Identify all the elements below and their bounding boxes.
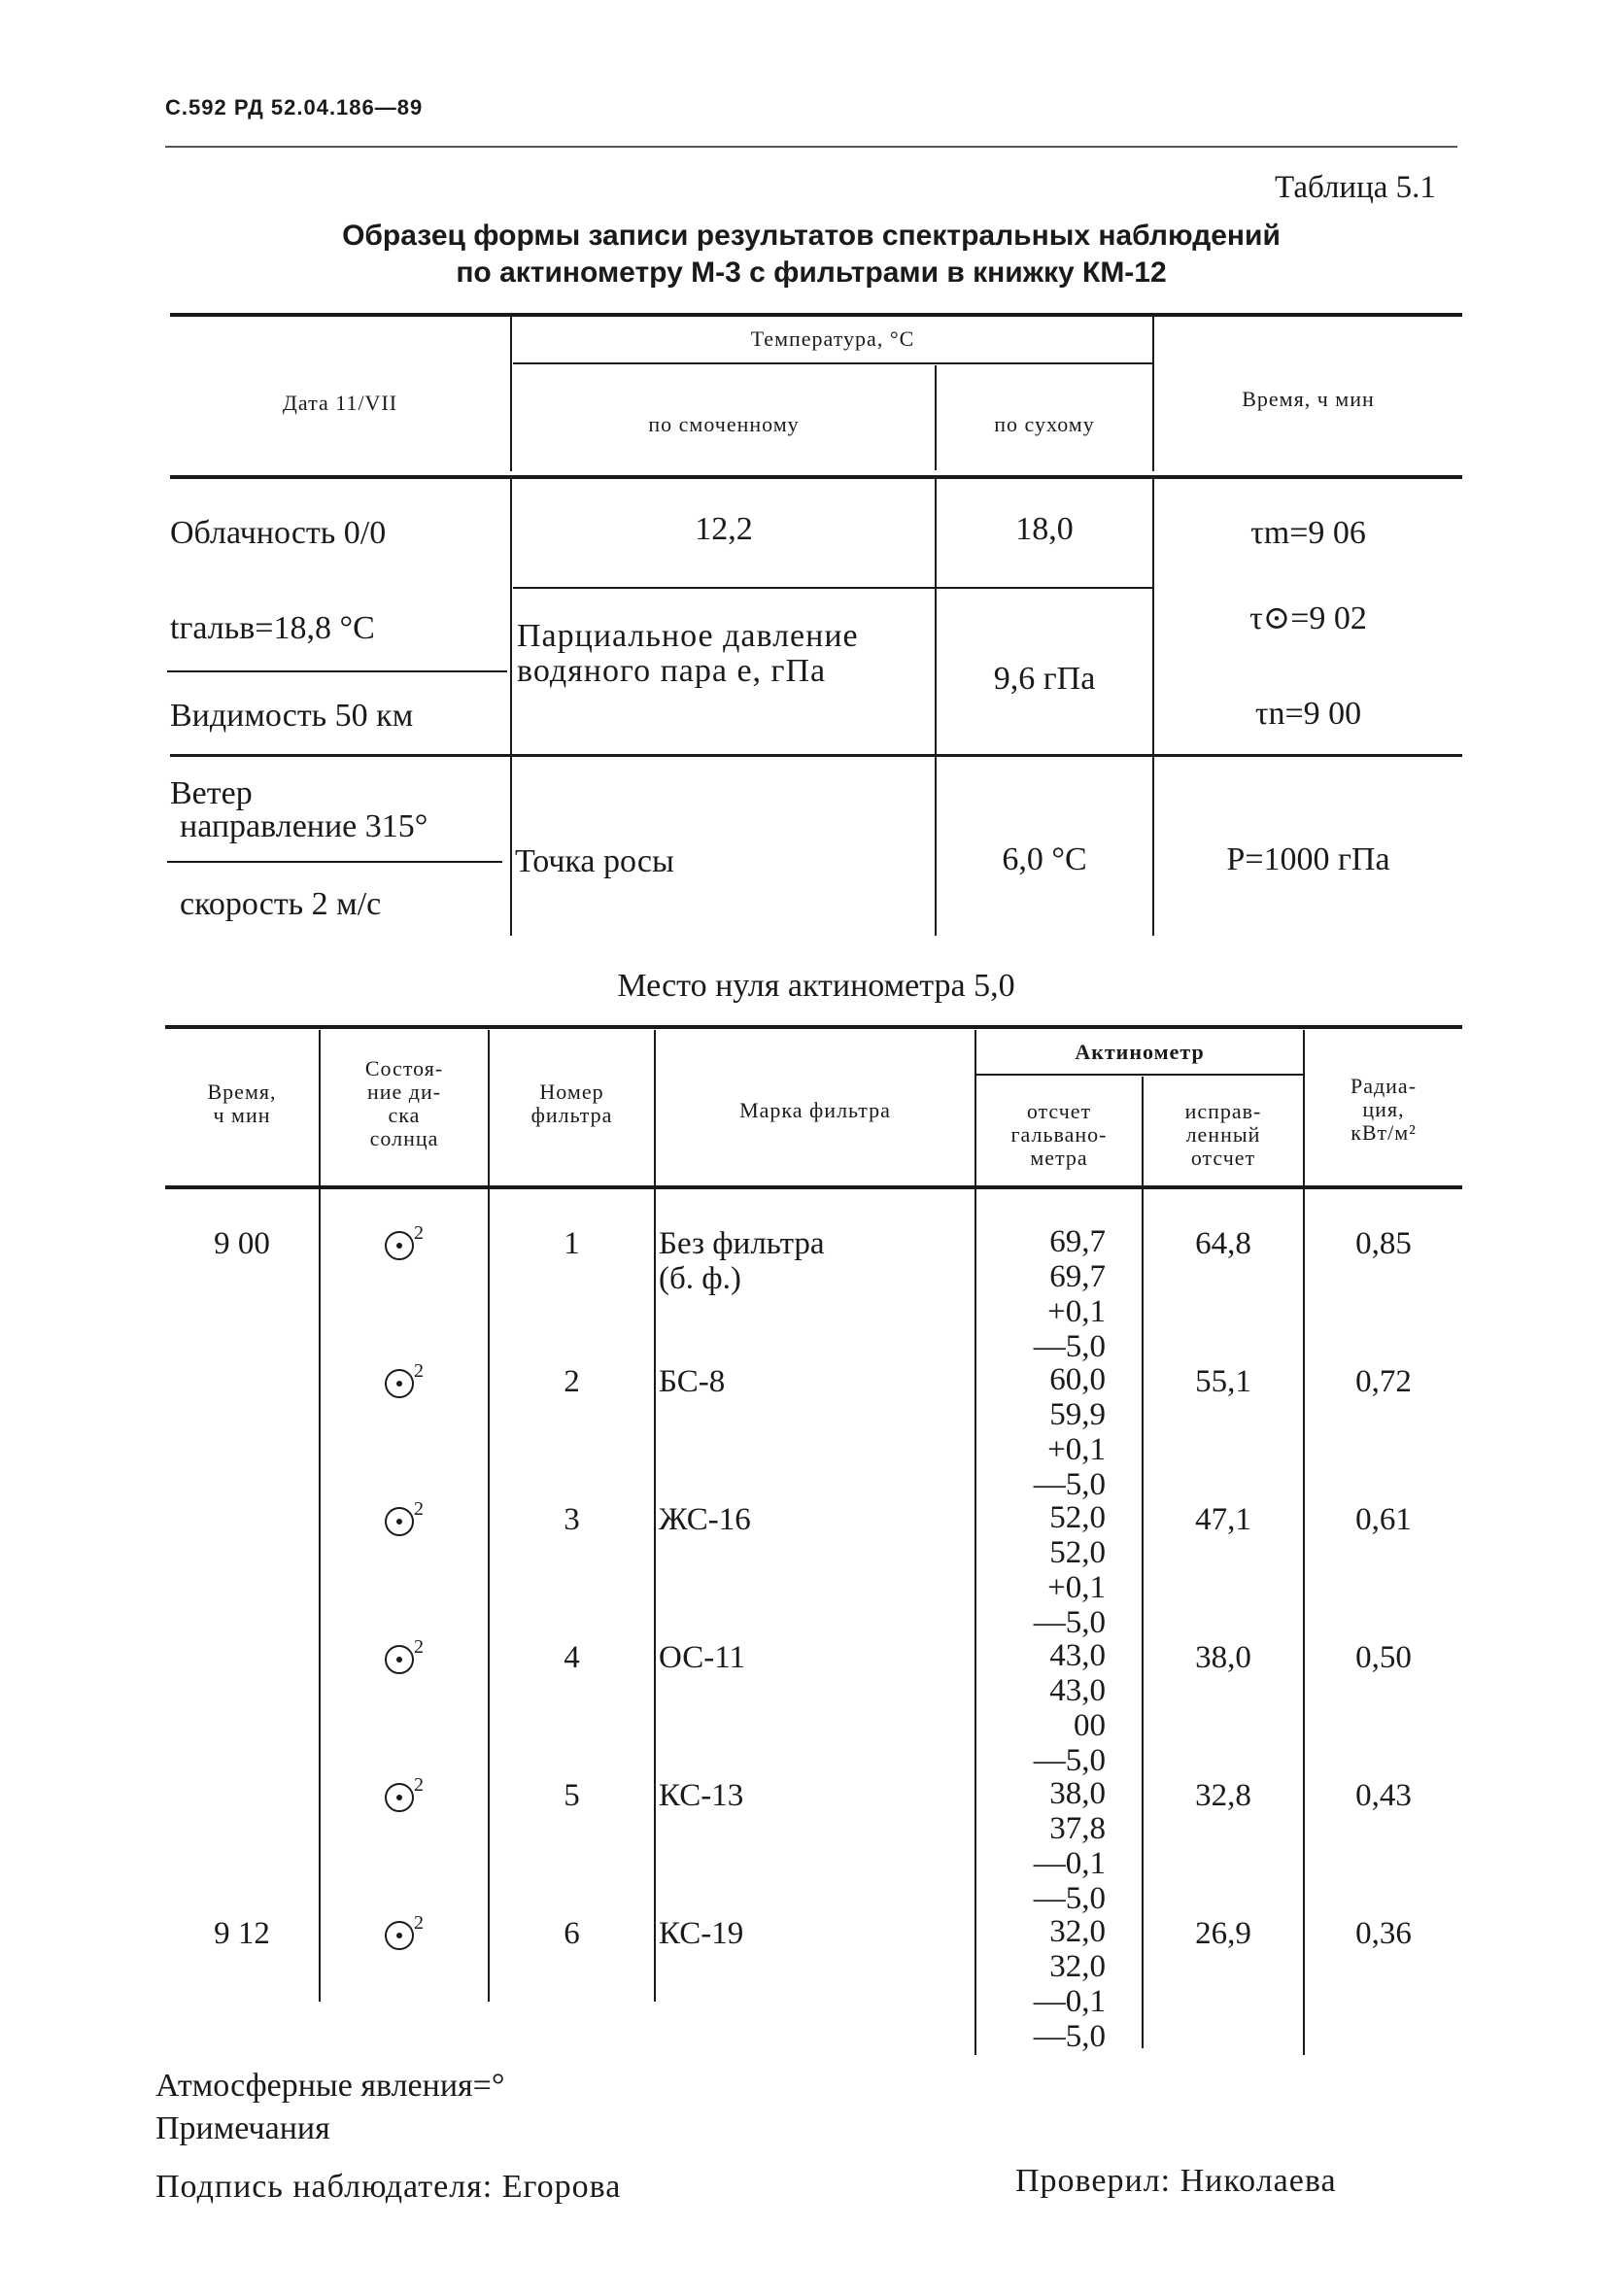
row-time: 9 00 xyxy=(214,1226,270,1261)
corrected-reading: 64,8 xyxy=(1195,1226,1251,1261)
corrected-reading: 26,9 xyxy=(1195,1916,1251,1951)
dew-point-value: 6,0 °С xyxy=(1002,841,1087,877)
galv-value: 60,0 xyxy=(1049,1362,1106,1397)
galv-value: 52,0 xyxy=(1049,1535,1106,1570)
corrected-reading: 55,1 xyxy=(1195,1364,1251,1399)
filter-number: 4 xyxy=(564,1640,580,1675)
zero-place: Место нуля актинометра 5,0 xyxy=(617,968,1015,1004)
galv-value: —5,0 xyxy=(1033,2019,1106,2054)
galvanometer-readings xyxy=(999,1914,1106,2054)
filter-number: 6 xyxy=(564,1916,580,1951)
galv-value: 69,7 xyxy=(1049,1224,1106,1259)
sun-disk-state xyxy=(321,1912,488,1952)
galv-value: +0,1 xyxy=(1047,1570,1106,1605)
radiation-value: 0,36 xyxy=(1355,1916,1412,1951)
disk-index: 2 xyxy=(414,1498,424,1520)
filter-number-header xyxy=(490,1080,654,1127)
galv-value: —5,0 xyxy=(1033,1743,1106,1778)
disk-index: 2 xyxy=(414,1912,424,1934)
header-line: ние ди- xyxy=(366,1079,442,1104)
atmospheric-phenomena: Атмосферные явления=° xyxy=(155,2068,505,2104)
header-line: метра xyxy=(1030,1146,1088,1170)
disk-index: 2 xyxy=(414,1222,424,1244)
tau-n: τn=9 00 xyxy=(1254,696,1362,732)
corrected-reading: 47,1 xyxy=(1195,1502,1251,1537)
filter-mark: БС-8 xyxy=(659,1364,726,1399)
rule xyxy=(167,861,502,863)
galv-value: 32,0 xyxy=(1049,1949,1106,1984)
page-code: С.592 РД 52.04.186—89 xyxy=(165,95,424,120)
rule xyxy=(170,475,1462,479)
sun-disk-state xyxy=(321,1360,488,1400)
pressure: P=1000 гПа xyxy=(1226,841,1390,877)
galvanometer-readings xyxy=(999,1224,1106,1364)
galv-value: 37,8 xyxy=(1049,1811,1106,1846)
row-time: 9 12 xyxy=(214,1916,270,1951)
filter-mark: Без фильтра xyxy=(659,1226,825,1261)
galv-value: —0,1 xyxy=(1033,1984,1106,2019)
header-line: ленный xyxy=(1185,1122,1261,1147)
filter-mark-note: (б. ф.) xyxy=(659,1261,741,1296)
header-rule xyxy=(165,146,1457,148)
wind-direction: направление 315° xyxy=(180,808,428,844)
wind-label: Ветер xyxy=(170,775,253,811)
disk-index: 2 xyxy=(414,1774,424,1796)
radiation-value: 0,72 xyxy=(1355,1364,1412,1399)
time-header: Время, ч мин xyxy=(1242,387,1375,411)
header-line: отсчет xyxy=(1190,1146,1256,1170)
corrected-header xyxy=(1144,1100,1303,1170)
wind-speed: скорость 2 м/с xyxy=(180,886,382,922)
radiation-value: 0,43 xyxy=(1355,1778,1412,1813)
galv-value: 00 xyxy=(1074,1708,1106,1743)
visibility: Видимость 50 км xyxy=(170,698,414,734)
galvanometer-temperature: tгальв=18,8 °С xyxy=(170,610,375,646)
rule xyxy=(1142,1077,1144,2048)
filter-number: 3 xyxy=(564,1502,580,1537)
temperature-header: Температура, °С xyxy=(750,326,915,351)
header-line: ска xyxy=(388,1103,421,1127)
header-line: ция, xyxy=(1362,1097,1405,1121)
galv-value: 32,0 xyxy=(1049,1914,1106,1949)
header-line: Состоя- xyxy=(364,1056,444,1080)
galvanometer-readings xyxy=(999,1638,1106,1778)
radiation-header xyxy=(1305,1075,1462,1145)
header-line: исправ- xyxy=(1184,1099,1262,1123)
filter-mark: КС-13 xyxy=(659,1778,744,1813)
observer-signature: Подпись наблюдателя: Егорова xyxy=(155,2169,622,2205)
sun-disk-icon xyxy=(385,1921,414,1950)
radiation-value: 0,85 xyxy=(1355,1226,1412,1261)
rule xyxy=(974,1030,976,2055)
header-line: Номер xyxy=(539,1079,604,1104)
sun-disk-icon xyxy=(385,1369,414,1398)
dry-header: по сухому xyxy=(994,412,1095,436)
rule xyxy=(513,587,1152,589)
disk-index: 2 xyxy=(414,1360,424,1382)
header-line: гальвано- xyxy=(1010,1122,1108,1147)
disk-state-header xyxy=(321,1057,488,1150)
galv-value: 59,9 xyxy=(1049,1397,1106,1432)
corrected-reading: 38,0 xyxy=(1195,1640,1251,1675)
dew-point-label: Точка росы xyxy=(515,843,674,879)
rule xyxy=(167,670,507,672)
galvanometer-readings xyxy=(999,1362,1106,1502)
rule xyxy=(170,313,1462,317)
rule xyxy=(654,1030,656,2002)
sun-disk-icon xyxy=(385,1507,414,1536)
table-label: Таблица 5.1 xyxy=(1275,170,1436,205)
sun-disk-state xyxy=(321,1222,488,1262)
radiation-value: 0,61 xyxy=(1355,1502,1412,1537)
radiation-value: 0,50 xyxy=(1355,1640,1412,1675)
partial-pressure-value: 9,6 гПа xyxy=(993,661,1096,697)
galv-value: 38,0 xyxy=(1049,1776,1106,1811)
rule xyxy=(510,316,512,471)
filter-mark: ОС-11 xyxy=(659,1640,746,1675)
sun-disk-state xyxy=(321,1774,488,1814)
galv-value: —5,0 xyxy=(1033,1881,1106,1916)
header-line: ч мин xyxy=(213,1103,271,1127)
corrected-reading: 32,8 xyxy=(1195,1778,1251,1813)
cloudiness: Облачность 0/0 xyxy=(170,515,387,551)
table-title-line2: по актинометру М-3 с фильтрами в книжку КМ-12 xyxy=(456,257,1167,289)
wet-value: 12,2 xyxy=(695,511,753,547)
rule xyxy=(510,479,512,936)
filter-mark-header: Марка фильтра xyxy=(739,1098,891,1122)
table-title-line1: Образец формы записи результатов спектральных наблюдений xyxy=(342,220,1281,252)
galv-value: —5,0 xyxy=(1033,1605,1106,1640)
header-line: Время, xyxy=(207,1079,277,1104)
galv-reading-header xyxy=(976,1100,1142,1170)
sun-disk-state xyxy=(321,1636,488,1676)
rule xyxy=(513,362,1152,364)
galvanometer-readings xyxy=(999,1500,1106,1640)
galv-value: 69,7 xyxy=(1049,1259,1106,1294)
date-header: Дата 11/VII xyxy=(282,391,398,415)
galvanometer-readings xyxy=(999,1776,1106,1916)
tau-m: τm=9 06 xyxy=(1250,515,1366,551)
header-line: солнца xyxy=(369,1126,439,1150)
checked-by: Проверил: Николаева xyxy=(1015,2163,1337,2199)
rule xyxy=(1303,1030,1305,2055)
filter-mark: КС-19 xyxy=(659,1916,744,1951)
actinometer-header: Актинометр xyxy=(1075,1040,1205,1064)
rule xyxy=(170,754,1462,757)
galv-value: —5,0 xyxy=(1033,1467,1106,1502)
tau-sun: τ⊙=9 02 xyxy=(1249,600,1367,636)
galv-value: 43,0 xyxy=(1049,1673,1106,1708)
partial-pressure-line1: Парциальное давление xyxy=(517,618,859,654)
galv-value: 43,0 xyxy=(1049,1638,1106,1673)
rule xyxy=(165,1185,1462,1189)
sun-disk-icon xyxy=(385,1231,414,1260)
galv-value: +0,1 xyxy=(1047,1432,1106,1467)
filter-number: 5 xyxy=(564,1778,580,1813)
wet-header: по смоченному xyxy=(648,412,800,436)
disk-index: 2 xyxy=(414,1636,424,1658)
notes-label: Примечания xyxy=(155,2110,330,2146)
rule xyxy=(976,1074,1303,1076)
filter-number: 1 xyxy=(564,1226,580,1261)
partial-pressure-line2: водяного пара e, гПа xyxy=(517,653,827,689)
galv-value: +0,1 xyxy=(1047,1294,1106,1329)
galv-value: 52,0 xyxy=(1049,1500,1106,1535)
galv-value: —5,0 xyxy=(1033,1329,1106,1364)
header-line: Радиа- xyxy=(1350,1074,1418,1098)
sun-disk-state xyxy=(321,1498,488,1538)
header-line: отсчет xyxy=(1026,1099,1092,1123)
filter-mark: ЖС-16 xyxy=(659,1502,751,1537)
header-line: кВт/м² xyxy=(1351,1120,1417,1145)
sun-disk-icon xyxy=(385,1645,414,1674)
header-line: фильтра xyxy=(530,1103,613,1127)
sun-disk-icon xyxy=(385,1783,414,1812)
filter-number: 2 xyxy=(564,1364,580,1399)
galv-value: —0,1 xyxy=(1033,1846,1106,1881)
time-col-header xyxy=(165,1080,319,1127)
rule xyxy=(165,1025,1462,1029)
dry-value: 18,0 xyxy=(1015,511,1074,547)
